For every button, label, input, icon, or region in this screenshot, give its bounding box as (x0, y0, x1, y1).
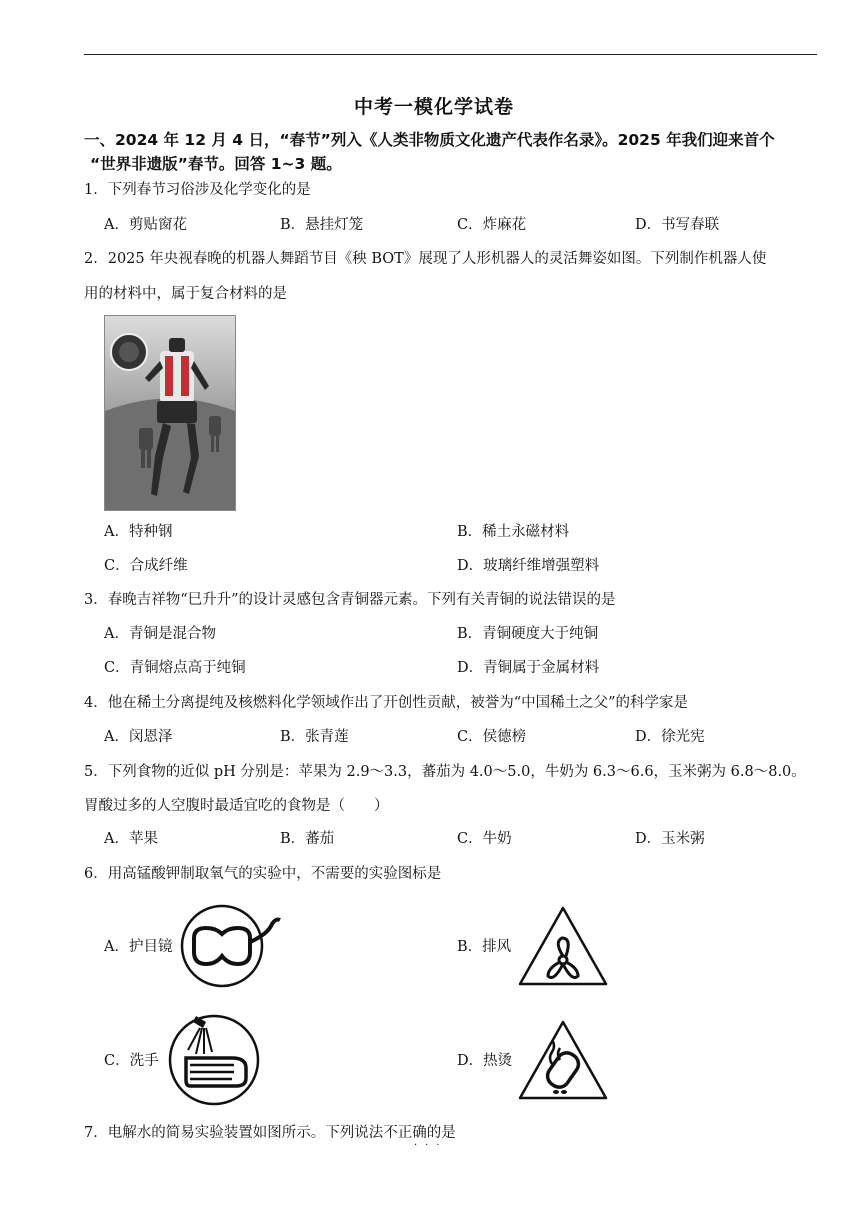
q3-option-a: A．青铜是混合物 (104, 626, 216, 642)
q5-option-b: B．蕃茄 (280, 831, 335, 847)
q6-option-d: D．热烫 (457, 1053, 513, 1069)
q1-option-d: D．书写春联 (635, 217, 720, 233)
q5-option-a: A．苹果 (104, 831, 158, 847)
q5-option-d: D．玉米粥 (635, 831, 705, 847)
q4-option-a: A．闵恩泽 (104, 729, 173, 745)
q5-option-c: C．牛奶 (457, 831, 512, 847)
hot-surface-warning-icon (516, 1018, 610, 1106)
section-heading (84, 128, 824, 176)
q1-option-c: C．炸麻花 (457, 217, 527, 233)
q1-option-b: B．悬挂灯笼 (280, 217, 364, 233)
q3-option-c: C．青铜熔点高于纯铜 (104, 660, 246, 676)
q3-option-b: B．青铜硬度大于纯铜 (457, 626, 599, 642)
q2-option-a: A．特种钢 (104, 524, 173, 540)
hand-washing-icon (160, 1014, 264, 1110)
q3-option-d: D．青铜属于金属材料 (457, 660, 600, 676)
exhaust-fan-warning-icon (516, 904, 610, 992)
q4-option-c: C．侯德榜 (457, 729, 527, 745)
question-5-stem-line2: 胃酸过多的人空腹时最适宜吃的食物是（ ） (84, 798, 389, 814)
robot-dance-photo (104, 315, 236, 511)
header-rule (84, 54, 817, 55)
question-2-stem-line2: 用的材料中，属于复合材料的是 (84, 286, 287, 302)
section-heading-line1: 一、2024 年 12 月 4 日，“春节”列入《人类非物质文化遗产代表作名录》。2025 年我们迎来首个 (84, 131, 775, 149)
q2-option-b: B．稀土永磁材料 (457, 524, 570, 540)
question-7-stem: 7．电解水的简易实验装置如图所示。下列说法不正确的是 (84, 1125, 456, 1141)
q1-option-a: A．剪贴窗花 (104, 217, 187, 233)
section-heading-line2: “世界非遗版”春节。回答 1~3 题。 (90, 155, 342, 173)
question-3-stem: 3．春晚吉祥物“巳升升”的设计灵感包含青铜器元素。下列有关青铜的说法错误的是 (84, 592, 616, 608)
question-6-stem: 6．用高锰酸钾制取氧气的实验中，不需要的实验图标是 (84, 866, 442, 882)
emphasis-dots: ··· (414, 1140, 448, 1151)
question-2-stem-line1: 2．2025 年央视春晚的机器人舞蹈节目《秧 BOT》展现了人形机器人的灵活舞姿如图。下列制作机器人使 (84, 251, 767, 267)
q6-option-c: C．洗手 (104, 1053, 159, 1069)
goggles-icon (176, 904, 286, 992)
q4-option-b: B．张青莲 (280, 729, 349, 745)
page-title: 中考一模化学试卷 (353, 96, 514, 118)
question-4-stem: 4．他在稀土分离提纯及核燃料化学领域作出了开创性贡献，被誉为“中国稀土之父”的科学家是 (84, 695, 689, 711)
question-1-stem: 1．下列春节习俗涉及化学变化的是 (84, 182, 311, 198)
question-5-stem-line1: 5．下列食物的近似 pH 分别是：苹果为 2.9～3.3，蕃茄为 4.0～5.0，牛奶为 6.3～6.6，玉米粥为 6.8～8.0。 (84, 764, 806, 780)
q4-option-d: D．徐光宪 (635, 729, 705, 745)
q2-option-c: C．合成纤维 (104, 558, 188, 574)
q6-option-b: B．排风 (457, 939, 512, 955)
q2-option-d: D．玻璃纤维增强塑料 (457, 558, 600, 574)
q6-option-a: A．护目镜 (104, 939, 173, 955)
